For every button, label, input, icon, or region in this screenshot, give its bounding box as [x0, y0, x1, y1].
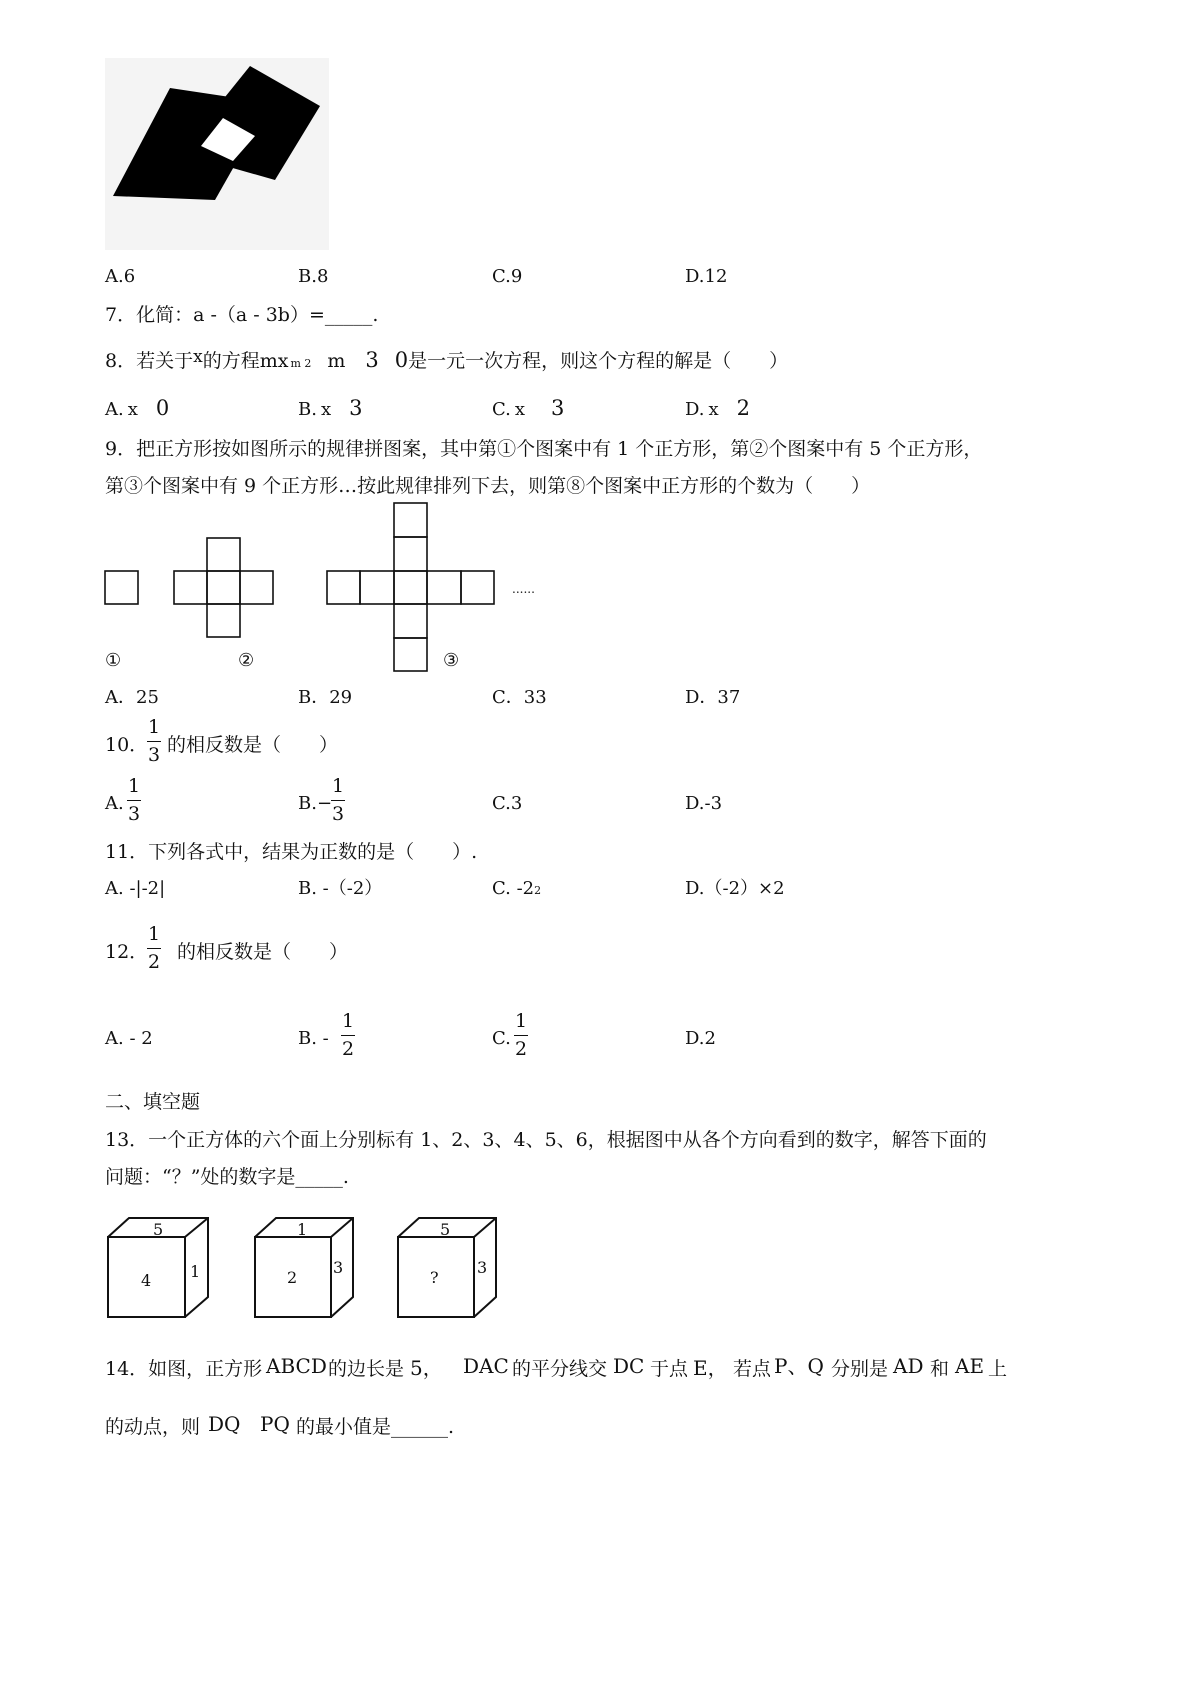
q12-option-b-fraction	[341, 1012, 355, 1059]
q9-pattern-figure	[100, 500, 560, 680]
q8-stem	[105, 347, 789, 372]
q12-frac-bar	[147, 948, 161, 949]
q11-option-c-text: C. -2	[492, 878, 535, 899]
q9-dots: ......	[512, 582, 535, 596]
q9-line2: 第③个图案中有 9 个正方形…按此规律排列下去，则第⑧个图案中正方形的个数为（ ）	[105, 475, 871, 497]
q6-figure	[105, 58, 329, 250]
q12-number: 12．	[105, 941, 149, 963]
q12-frac-den: 2	[147, 951, 161, 973]
q13-cube3-top: 5	[440, 1220, 451, 1239]
q10-option-b-fraction	[331, 777, 345, 824]
q12-option-b-den: 2	[341, 1038, 355, 1060]
q13-cube1-top: 5	[153, 1220, 164, 1239]
q6-option-d[interactable]: D.12	[685, 266, 728, 287]
q14-line1-l: 分别是	[831, 1358, 889, 1380]
q10-option-b-den: 3	[331, 803, 345, 825]
q6-diamond-squares-figure	[105, 58, 329, 250]
q10-option-b-bar	[331, 800, 345, 801]
q13-line1: 13．一个正方体的六个面上分别标有 1、2、3、4、5、6，根据图中从各个方向看到的数字，解答下面的	[105, 1129, 987, 1151]
q10-option-c[interactable]: C.3	[492, 793, 523, 814]
q8-option-c-label: C.	[492, 399, 511, 420]
q14-line1-dac: DAC	[463, 1354, 509, 1378]
q9-option-b[interactable]: B．29	[298, 687, 353, 708]
q9-fig-label-1: ①	[105, 650, 122, 671]
q9-line1: 9．把正方形按如图所示的规律拼图案，其中第①个图案中有 1 个正方形，第②个图案中有 5 个正方形，	[105, 438, 983, 460]
q14-line1-h: 于点	[650, 1358, 689, 1380]
q9-fig-label-2: ②	[238, 650, 255, 671]
q14-line1-ad: AD	[893, 1354, 924, 1378]
q14-line1-e: E，	[693, 1356, 728, 1380]
q12-option-c-label: C.	[492, 1028, 511, 1049]
q8-option-c-val: 3	[551, 396, 565, 420]
q14-line1-abcd: ABCD	[266, 1354, 327, 1378]
q12-option-c-num: 1	[514, 1010, 528, 1032]
q11-text: 11．下列各式中，结果为正数的是（ ）.	[105, 841, 478, 863]
q10-text: 的相反数是（ ）	[167, 734, 339, 756]
q12-frac-num: 1	[147, 923, 161, 945]
q10-number: 10．	[105, 734, 149, 756]
q9-option-a[interactable]: A．25	[105, 687, 159, 708]
q6-option-b[interactable]: B.8	[298, 266, 329, 287]
q14-line2-pq: PQ	[260, 1412, 290, 1436]
q13-cube2-front: 2	[287, 1268, 298, 1287]
q14-line1-c: 的边长是	[328, 1358, 405, 1380]
q9-option-d[interactable]: D．37	[685, 687, 741, 708]
q8-eq-0: 0	[394, 348, 409, 372]
q13-cube3-front: ?	[430, 1268, 439, 1287]
q13-line2: 问题：“？”处的数字是_____.	[105, 1166, 349, 1188]
q14-line1-f: 的平分线交	[512, 1358, 608, 1380]
q8-option-a[interactable]	[105, 398, 169, 419]
q13-cube1-side: 1	[190, 1262, 201, 1281]
q12-option-d[interactable]: D.2	[685, 1028, 716, 1049]
q8-option-a-label: A.	[105, 399, 124, 420]
q6-option-c[interactable]: C.9	[492, 266, 523, 287]
q6-option-a[interactable]: A.6	[105, 266, 136, 287]
q8-eq-3: 3	[365, 348, 379, 372]
q14-line1-dc: DC	[613, 1354, 645, 1378]
q8-eq-sup: m 2	[290, 357, 312, 370]
q10-option-a-label: A.	[105, 793, 124, 814]
q8-option-a-val: 0	[155, 396, 170, 420]
q10-frac-num: 1	[147, 716, 161, 738]
q8-var-x: x	[193, 347, 203, 367]
q7-text: 7．化简：a -（a - 3b）=_____.	[105, 304, 379, 326]
q9-option-c[interactable]: C．33	[492, 687, 547, 708]
q10-option-b-label: B.	[298, 793, 317, 814]
q8-option-c[interactable]	[492, 398, 564, 419]
q8-option-d-x: x	[708, 399, 719, 420]
q11-option-c[interactable]	[492, 880, 541, 898]
q12-option-c-fraction	[514, 1012, 528, 1059]
q13-cube3-side: 3	[477, 1258, 488, 1277]
q9-fig-label-3: ③	[443, 650, 460, 671]
q14-line2-d: 的最小值是______.	[296, 1416, 455, 1438]
q14-line1-n: 和	[930, 1358, 950, 1380]
q10-option-b-sign: −	[316, 793, 333, 814]
q14-line1-5: 5，	[410, 1356, 443, 1380]
q8-option-c-x: x	[514, 399, 526, 420]
q8-option-a-x: x	[127, 399, 138, 420]
q14-line1-ae: AE	[955, 1354, 985, 1378]
q12-option-b-bar	[341, 1035, 355, 1036]
q12-option-c[interactable]	[492, 1030, 511, 1048]
q10-option-b[interactable]	[298, 795, 332, 813]
q11-option-d[interactable]: D.（-2）×2	[685, 878, 785, 899]
q13-cube1-front: 4	[141, 1271, 152, 1290]
q10-fraction	[147, 718, 161, 765]
q10-option-d[interactable]: D.-3	[685, 793, 723, 814]
q14-line2-dq: DQ	[208, 1412, 241, 1436]
q8-eq-mx: mx	[259, 350, 289, 372]
q12-option-c-den: 2	[514, 1038, 528, 1060]
q8-option-b-x: x	[320, 399, 332, 420]
q11-option-b[interactable]: B. -（-2）	[298, 878, 383, 899]
q14-line1-j: 若点	[733, 1358, 772, 1380]
q8-prefix: 8．若关于	[105, 350, 194, 372]
q14-line2-a: 的动点，则	[105, 1416, 201, 1438]
q10-option-a-bar	[127, 800, 141, 801]
q10-frac-bar	[147, 741, 161, 742]
q12-text: 的相反数是（ ）	[177, 941, 349, 963]
q10-option-a-num: 1	[127, 775, 141, 797]
q8-mid: 的方程	[202, 350, 260, 372]
q8-option-b-label: B.	[298, 399, 317, 420]
q14-line1-pq: P、Q	[774, 1354, 824, 1378]
q12-option-b-num: 1	[341, 1010, 355, 1032]
q8-option-d-val: 2	[736, 396, 751, 420]
q12-option-b[interactable]	[298, 1030, 329, 1048]
q8-option-d[interactable]	[685, 398, 750, 419]
q10-option-a-fraction	[127, 777, 141, 824]
q8-option-b[interactable]	[298, 398, 362, 419]
q13-cube2-top: 1	[297, 1220, 308, 1239]
q10-option-a[interactable]	[105, 795, 124, 813]
q13-cube2-side: 3	[333, 1258, 344, 1277]
q10-option-a-den: 3	[127, 803, 141, 825]
q10-frac-den: 3	[147, 744, 161, 766]
q12-option-a[interactable]: A. - 2	[105, 1028, 153, 1049]
q8-option-b-val: 3	[349, 396, 363, 420]
q8-suffix: 是一元一次方程，则这个方程的解是（ ）	[408, 350, 789, 372]
q10-option-b-num: 1	[331, 775, 345, 797]
q8-eq-m: m	[327, 350, 346, 372]
q8-option-d-label: D.	[685, 399, 705, 420]
q12-fraction	[147, 925, 161, 972]
q14-line1-p: 上	[988, 1358, 1008, 1380]
q12-option-c-bar	[514, 1035, 528, 1036]
q14-line1-a: 14．如图，正方形	[105, 1358, 263, 1380]
q11-option-c-sup: 2	[534, 884, 542, 897]
q12-option-b-label: B. -	[298, 1028, 329, 1049]
q11-option-a[interactable]: A. -|-2|	[105, 878, 166, 899]
section-2-title: 二、填空题	[105, 1091, 201, 1113]
